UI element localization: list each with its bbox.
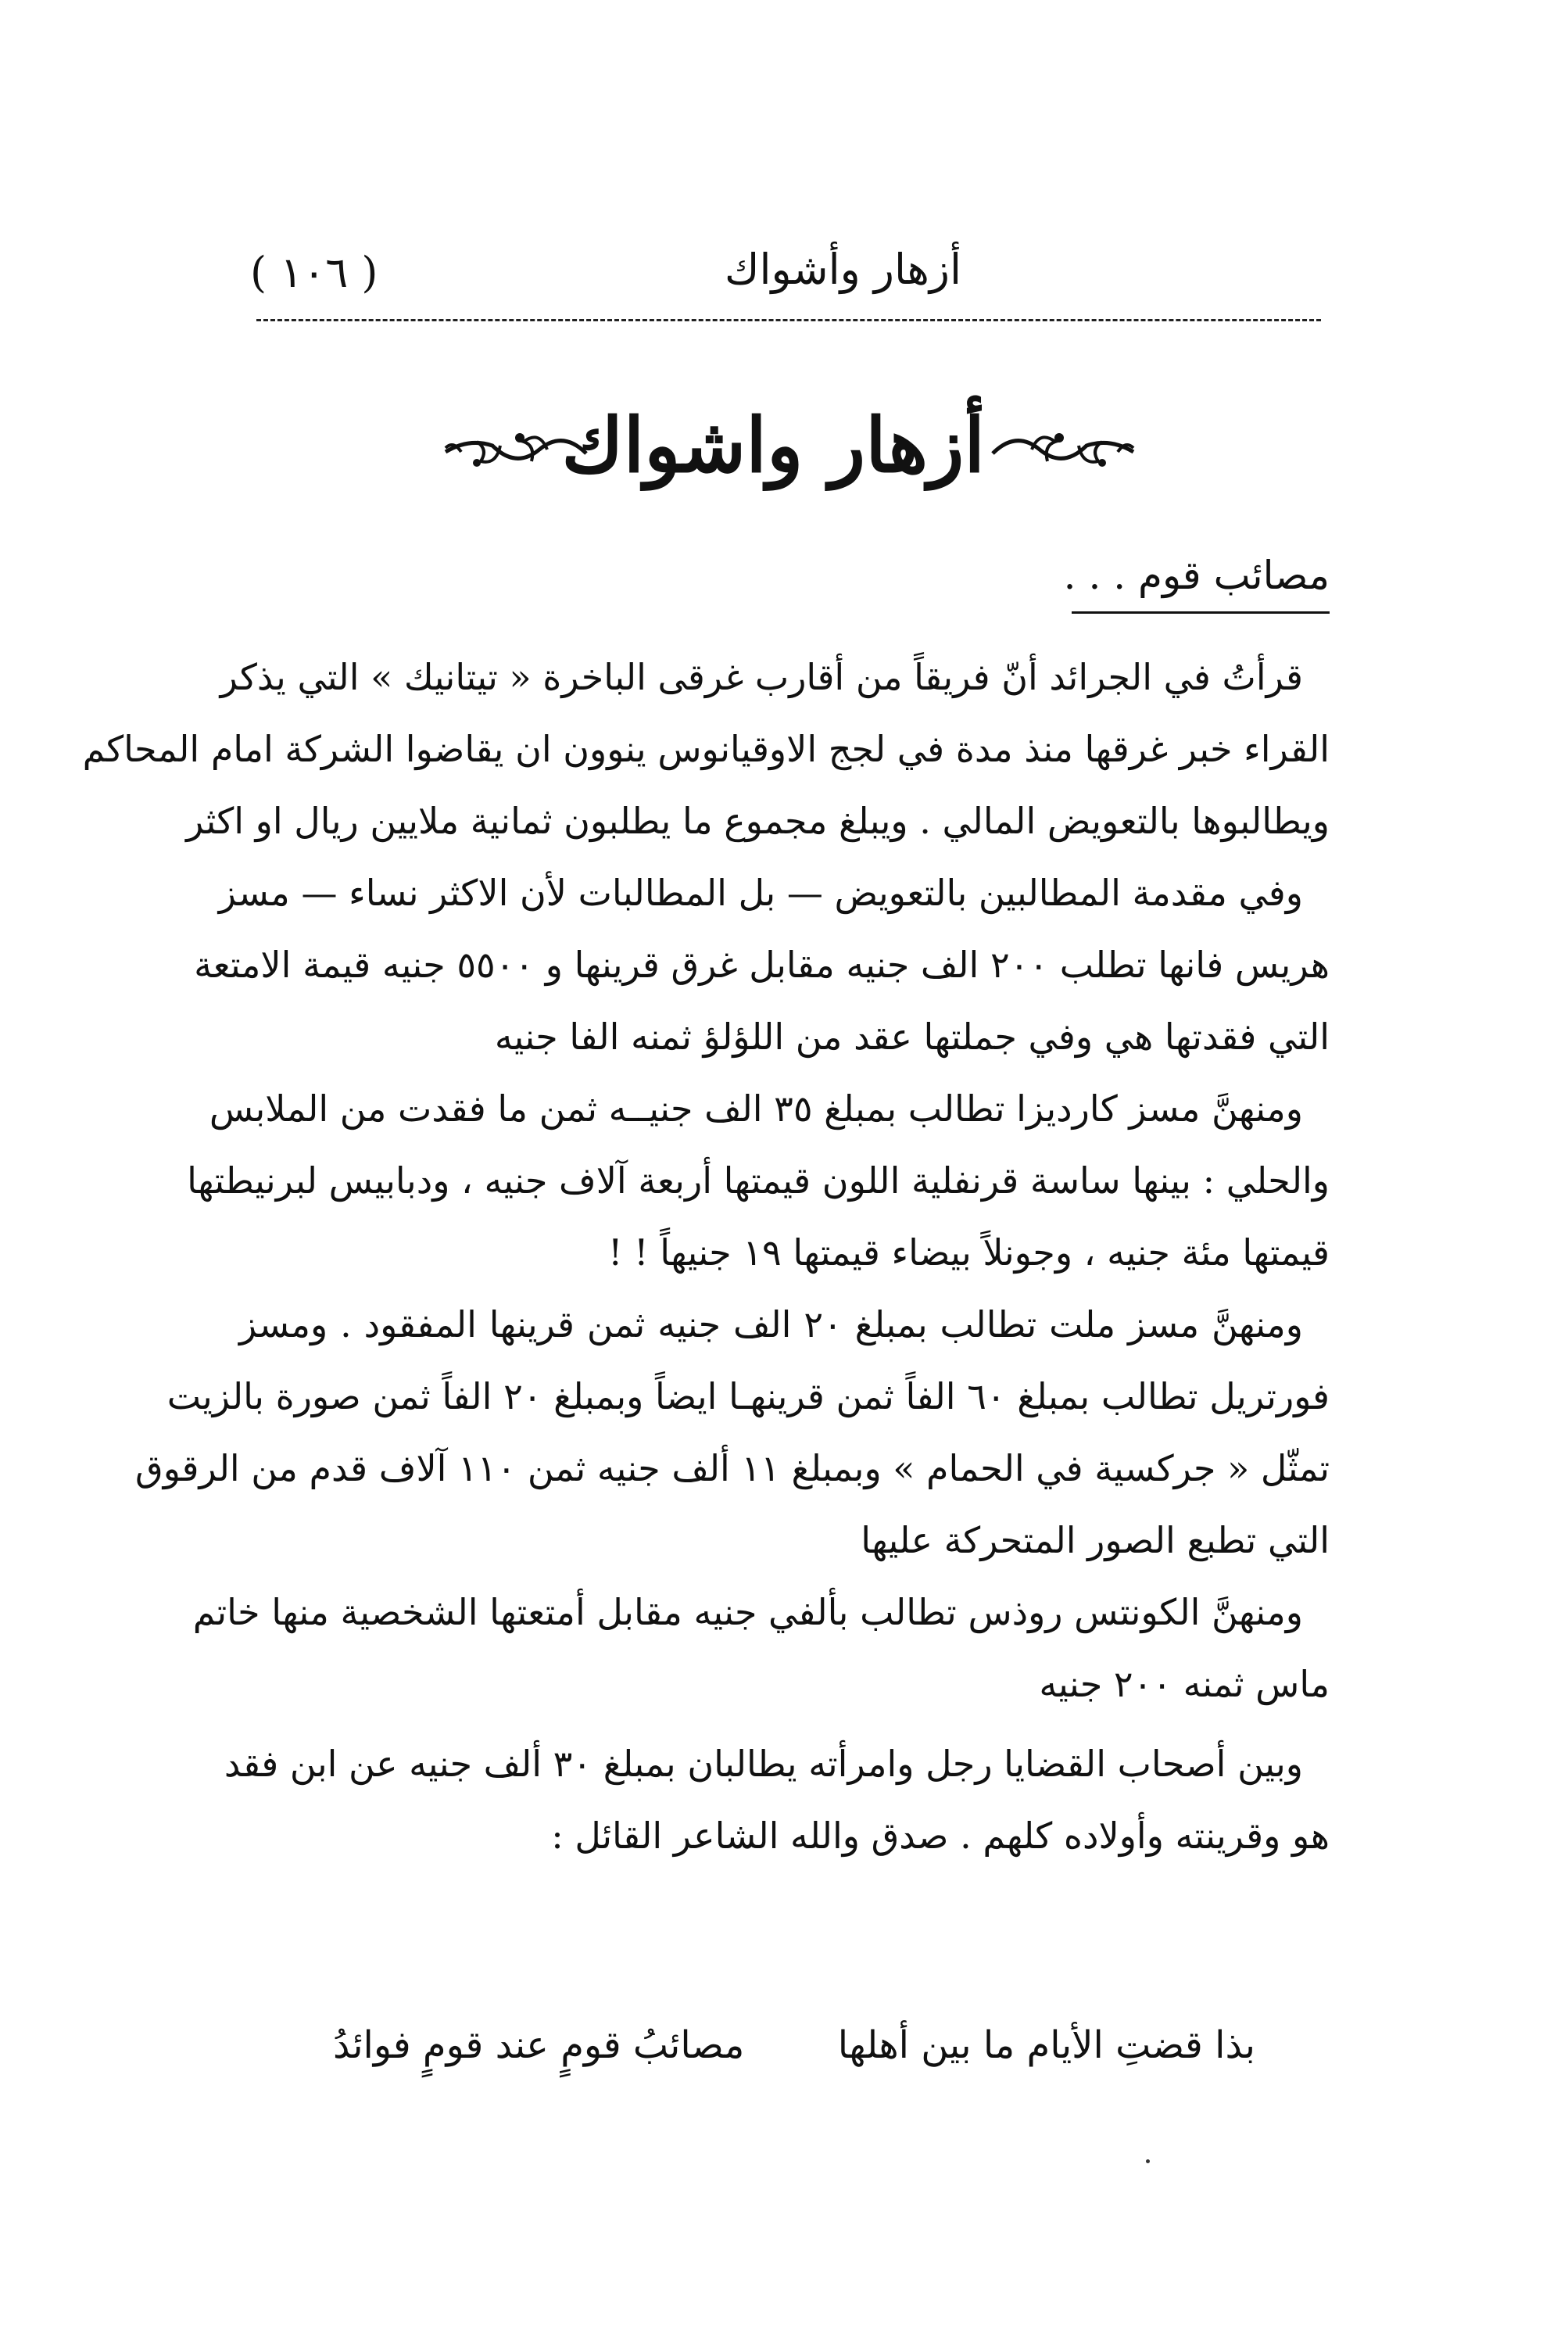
verse-first-hemistich: بذا قضتِ الأيام ما بين أهلها [837,2023,1255,2067]
text-line: التي تطبع الصور المتحركة عليها [861,1519,1330,1561]
page-number: ( ١٠٦ ) [250,248,378,297]
section-heading: مصائب قوم . . . [1063,553,1330,598]
print-speck [1146,2159,1150,2163]
text-line: ومنهنَّ مسز كارديزا تطالب بمبلغ ٣٥ الف جنيــه ثمن ما فقدت من الملابس [209,1087,1303,1130]
text-line: ومنهنَّ الكونتس روذس تطالب بألفي جنيه مقابل أمتعتها الشخصية منها خاتم [192,1591,1303,1633]
text-line: قيمتها مئة جنيه ، وجونلاً بيضاء قيمتها ١٩ جنيهاً ! ! [608,1231,1330,1274]
running-header [250,235,1321,313]
text-line: ومنهنَّ مسز ملت تطالب بمبلغ ٢٠ الف جنيه ثمن قرينها المفقود . ومسز [239,1303,1303,1345]
text-line: تمثّل « جركسية في الحمام » وبمبلغ ١١ ألف جنيه ثمن ١١٠ آلاف قدم من الرقوق [135,1447,1330,1489]
header-divider [256,319,1321,321]
text-line: التي فقدتها هي وفي جملتها عقد من اللؤلؤ ثمنه الفا جنيه [494,1016,1330,1058]
running-title: أزهار وأشواك [725,245,961,294]
text-line: وفي مقدمة المطالبين بالتعويض — بل المطالبات لأن الاكثر نساء — مسز [218,872,1303,914]
text-line: والحلي : بينها ساسة قرنفلية اللون قيمتها أربعة آلاف جنيه ، ودبابيس لبرنيطتها [187,1159,1330,1202]
text-line: فورتريل تطالب بمبلغ ٦٠ الفاً ثمن قرينهـا ايضاً وبمبلغ ٢٠ الفاً ثمن صورة بالزيت [166,1375,1330,1417]
text-line: ماس ثمنه ٢٠٠ جنيه [1039,1663,1330,1705]
text-line: وبين أصحاب القضايا رجل وامرأته يطالبان بمبلغ ٣٠ ألف جنيه عن ابن فقد [224,1743,1303,1785]
section-underline [1072,611,1330,614]
text-line: قرأتُ في الجرائد أنّ فريقاً من أقارب غرقى الباخرة « تيتانيك » التي يذكر [220,656,1303,698]
text-line: القراء خبر غرقها منذ مدة في لجج الاوقيانوس ينوون ان يقاضوا الشركة امام المحاكم [82,728,1330,770]
text-line: هو وقرينته وأولاده كلهم . صدق والله الشاعر القائل : [551,1815,1330,1857]
decorated-title [438,391,1141,508]
chapter-title: أزهار واشواك [561,401,985,489]
verse-second-hemistich: مصائبُ قومٍ عند قومٍ فوائدُ [333,2023,745,2067]
text-line: ويطالبوها بالتعويض المالي . ويبلغ مجموع ما يطلبون ثمانية ملايين ريال او اكثر [186,800,1330,842]
floral-ornament-icon [985,414,1141,485]
floral-ornament-icon [438,414,594,485]
text-line: هريس فانها تطلب ٢٠٠ الف جنيه مقابل غرق قرينها و ٥٥٠٠ جنيه قيمة الامتعة [194,944,1330,986]
article-body [82,641,1330,1872]
poetry-verse [333,2009,1255,2081]
